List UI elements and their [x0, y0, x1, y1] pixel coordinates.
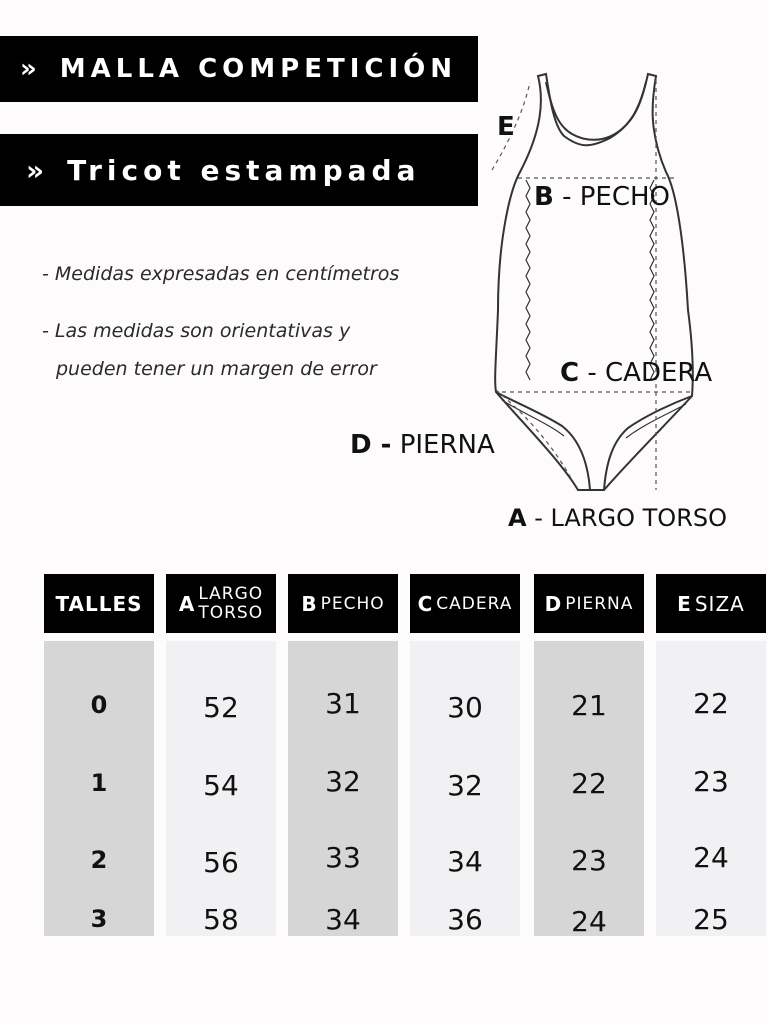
value-cell: 22	[571, 767, 607, 800]
value-cell: 32	[325, 765, 361, 798]
value-cell: 33	[325, 841, 361, 874]
header-siza: E SIZA	[656, 574, 766, 633]
value-cell: 24	[571, 905, 607, 938]
value-cell: 58	[203, 903, 239, 936]
value-cell: 34	[447, 845, 483, 878]
header-pierna: D PIERNA	[534, 574, 644, 633]
column-body	[166, 641, 276, 936]
subtitle-banner	[0, 134, 478, 206]
column-pierna	[534, 574, 644, 938]
column-cadera	[410, 574, 520, 936]
header-pecho: B PECHO	[288, 574, 398, 633]
note-error-margin: pueden tener un margen de error	[56, 358, 377, 380]
label-a-largo-torso: A - LARGO TORSO	[508, 504, 727, 532]
chevron-icon: »	[26, 153, 50, 187]
value-cell: 22	[693, 687, 729, 720]
page-title: MALLA COMPETICIÓN	[59, 54, 457, 84]
value-cell: 54	[203, 769, 239, 802]
header-talles: TALLES	[44, 574, 154, 633]
column-talles	[44, 574, 154, 933]
label-d-pierna: D - PIERNA	[350, 430, 495, 460]
size-cell: 2	[90, 846, 108, 874]
size-cell: 3	[90, 905, 108, 933]
value-cell: 34	[325, 903, 361, 936]
column-body	[656, 641, 766, 936]
label-c-cadera: C - CADERA	[560, 358, 713, 388]
label-e: E	[497, 112, 515, 142]
value-cell: 56	[203, 846, 239, 879]
header-largo-torso: A LARGO TORSO	[166, 574, 276, 633]
column-body	[534, 641, 644, 936]
value-cell: 23	[693, 765, 729, 798]
column-siza	[656, 574, 766, 936]
size-cell: 1	[90, 769, 108, 797]
column-largo-torso	[166, 574, 276, 936]
value-cell: 25	[693, 903, 729, 936]
column-body	[44, 641, 154, 936]
value-cell: 24	[693, 841, 729, 874]
column-body	[288, 641, 398, 936]
chevron-icon: »	[20, 54, 42, 84]
value-cell: 23	[571, 844, 607, 877]
page-subtitle: Tricot estampada	[67, 153, 421, 187]
column-body	[410, 641, 520, 936]
header-cadera: C CADERA	[410, 574, 520, 633]
note-orientative: - Las medidas son orientativas y	[42, 320, 351, 342]
title-banner	[0, 36, 478, 102]
value-cell: 31	[325, 687, 361, 720]
size-cell: 0	[90, 691, 108, 719]
column-pecho	[288, 574, 398, 936]
value-cell: 36	[447, 903, 483, 936]
value-cell: 32	[447, 769, 483, 802]
value-cell: 52	[203, 691, 239, 724]
value-cell: 21	[571, 689, 607, 722]
note-units: - Medidas expresadas en centímetros	[42, 263, 400, 285]
label-b-pecho: B - PECHO	[534, 182, 671, 212]
value-cell: 30	[447, 691, 483, 724]
